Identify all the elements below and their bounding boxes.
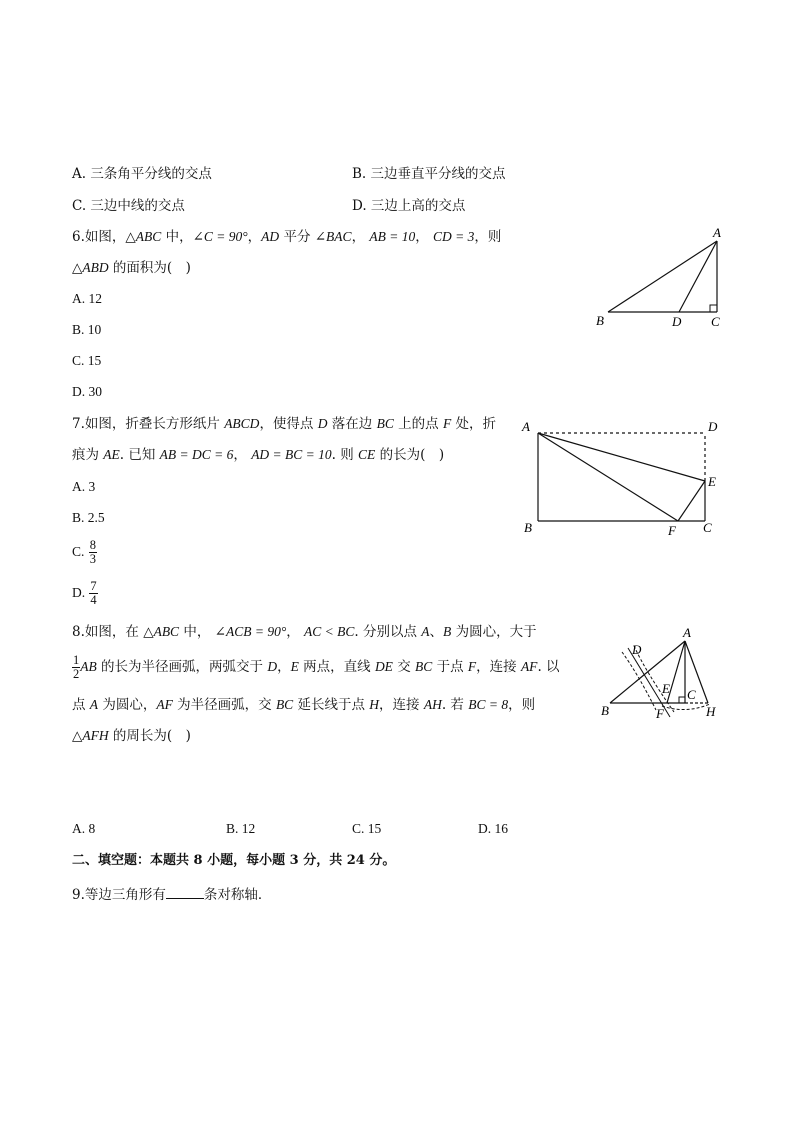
q6-figure [590, 224, 730, 334]
q7-label-f: F [668, 523, 676, 538]
q7-option-a: A. 3 [72, 479, 96, 494]
q6-segment-ad [679, 241, 717, 312]
q6-stem-line1: 6.如图，△ABC 中，∠C = 90°，AD 平分 ∠BAC， AB = 10， CD = 3，则 [72, 229, 502, 245]
q5-option-d: D. 三边上高的交点 [352, 198, 466, 214]
q7-option-c-fraction: $\frac{8}{3}$ [89, 538, 96, 566]
q7-label-c: C [703, 520, 712, 535]
q8-right-angle-mark [679, 697, 685, 703]
q8-label-h: H [706, 704, 716, 719]
q6-option-c: C. 15 [72, 353, 102, 368]
q8-arc-h [662, 704, 710, 710]
q9-stem: 9.等边三角形有 条对称轴． [72, 884, 271, 905]
q7-option-d: D. $\frac{7}{4}$ [72, 579, 97, 607]
q7-option-c: C. $\frac{8}{3}$ [72, 538, 96, 566]
q8-option-d: D. 16 [478, 821, 508, 836]
q8-label-c: C [687, 687, 696, 702]
q6-right-angle-mark [710, 305, 717, 312]
q5-option-c: C. 三边中线的交点 [72, 198, 185, 214]
q8-label-e: E [662, 681, 670, 696]
section-2-title: 二、填空题：本题共 8 小题，每小题 3 分，共 24 分。 [72, 853, 396, 868]
q7-stem-line2: 痕为 AE. 已知 AB = DC = 6， AD = BC = 10. 则 CE 的长为( ) [72, 447, 445, 463]
q8-stem-line4: △AFH 的周长为( ) [72, 728, 191, 744]
q6-stem-line2: △ABD 的面积为( ) [72, 260, 191, 276]
q6-label-b: B [596, 313, 604, 328]
q7-label-b: B [524, 520, 532, 535]
q7-segment-fe [678, 481, 705, 521]
q7-option-d-fraction: $\frac{7}{4}$ [90, 579, 97, 607]
q7-figure [518, 414, 728, 544]
q8-arc-1 [622, 652, 656, 710]
q8-stem-line3: 点 A 为圆心，AF 为半径画弧，交 BC 延长线于点 H，连接 AH. 若 BC = 8，则 [72, 697, 536, 713]
q6-option-b: B. 10 [72, 322, 102, 337]
q5-option-a: A. 三条角平分线的交点 [72, 166, 212, 182]
q6-option-d: D. 30 [72, 384, 102, 399]
q7-stem-line1: 7.如图，折叠长方形纸片 ABCD，使得点 D 落在边 BC 上的点 F 处，折 [72, 416, 496, 432]
q5-option-b: B. 三边垂直平分线的交点 [352, 166, 506, 182]
q8-label-b: B [601, 703, 609, 718]
q6-side-ba [608, 241, 717, 312]
q7-fold-ae [538, 433, 705, 481]
q7-label-d: D [708, 419, 718, 434]
q7-label-a: A [522, 419, 530, 434]
q9-answer-blank[interactable] [166, 884, 204, 899]
q6-label-c: C [711, 314, 720, 329]
q7-option-b: B. 2.5 [72, 510, 105, 525]
q8-label-f: F [656, 706, 664, 721]
q8-option-a: A. 8 [72, 821, 96, 836]
q8-option-b: B. 12 [226, 821, 256, 836]
q8-half-fraction: $\frac{1}{2}$ [73, 653, 80, 681]
q8-label-a: A [683, 625, 691, 640]
q8-label-d: D [632, 642, 642, 657]
q8-figure [596, 622, 726, 727]
q6-label-d: D [672, 314, 682, 329]
q6-label-a: A [713, 225, 721, 240]
q7-label-e: E [708, 474, 716, 489]
q6-option-a: A. 12 [72, 291, 102, 306]
q8-side-ba [610, 641, 685, 703]
q7-segment-af [538, 433, 678, 521]
q8-stem-line2: $\frac{1}{2}$ AB 的长为半径画弧，两弧交于 D，E 两点，直线 DE 交 BC 于点 F，连接 AF. 以 [73, 653, 560, 681]
q8-stem-line1: 8.如图，在 △ABC 中， ∠ACB = 90°， AC < BC. 分别以点 A、B 为圆心，大于 [72, 624, 537, 640]
q8-option-c: C. 15 [352, 821, 382, 836]
